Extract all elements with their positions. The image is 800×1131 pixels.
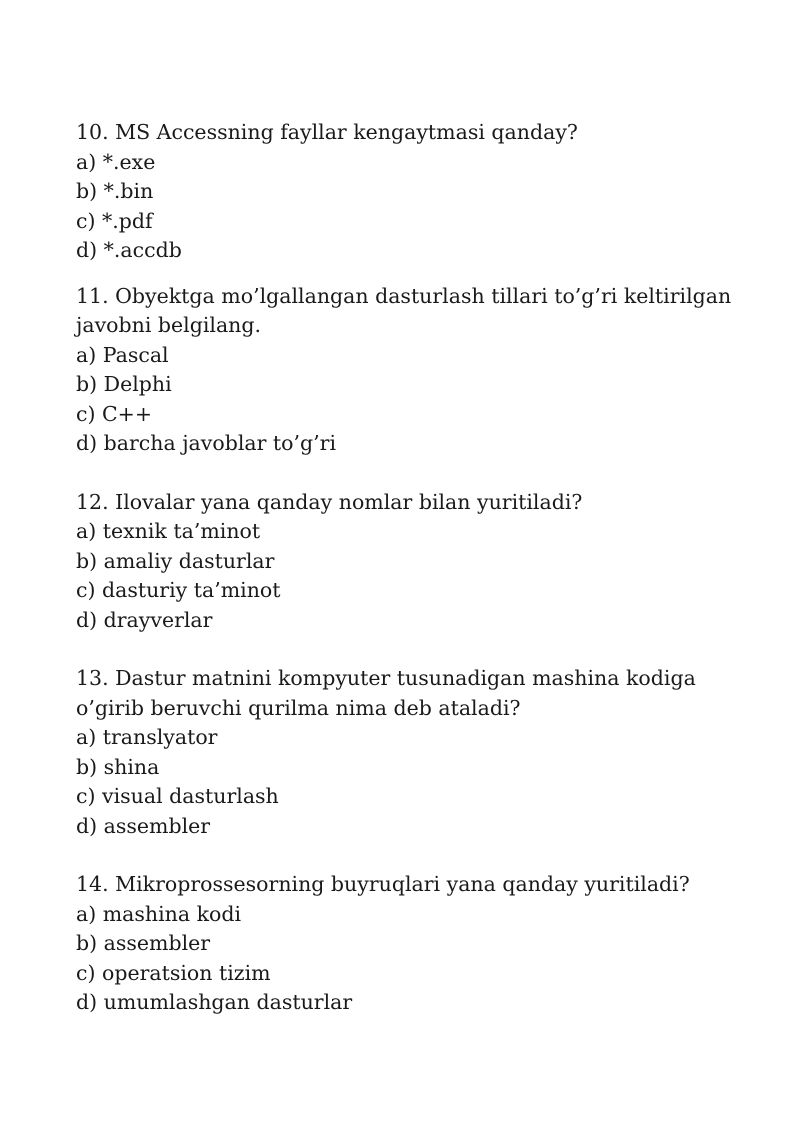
question-11 — [76, 282, 756, 459]
option-d: d) drayverlar — [76, 607, 213, 632]
option-d: d) *.accdb — [76, 238, 182, 262]
option-c: c) operatsion tizim — [76, 960, 271, 985]
option-c: c) *.pdf — [76, 208, 153, 233]
option-b: b) shina — [76, 754, 160, 779]
question-text: 12. Ilovalar yana qanday nomlar bilan yuritiladi? — [76, 489, 583, 514]
option-b: b) amaliy dasturlar — [76, 548, 275, 573]
answer-options — [76, 900, 756, 1018]
question-10 — [76, 118, 756, 266]
option-d: d) umumlashgan dasturlar — [76, 990, 353, 1014]
question-text: 13. Dastur matnini kompyuter tusunadigan mashina kodiga o’girib beruvchi qurilma nima deb ataladi? — [76, 666, 696, 720]
question-text: 14. Mikroprossesorning buyruqlari yana qanday yuritiladi? — [76, 872, 690, 896]
answer-options — [76, 517, 756, 635]
option-c: c) visual dasturlash — [76, 784, 279, 808]
option-c: c) dasturiy ta’minot — [76, 578, 281, 602]
option-b: b) assembler — [76, 931, 211, 955]
document-page — [76, 118, 756, 1018]
option-d: d) assembler — [76, 813, 211, 838]
answer-options — [76, 723, 756, 841]
question-text: 11. Obyektga mo’lgallangan dasturlash tillari to’g’ri keltirilgan javobni belgilang. — [76, 283, 732, 337]
option-a: a) texnik ta’minot — [76, 519, 261, 543]
question-14 — [76, 870, 756, 1018]
option-b: b) Delphi — [76, 372, 172, 396]
option-c: c) C++ — [76, 401, 153, 426]
option-a: a) Pascal — [76, 342, 169, 367]
question-text: 10. MS Accessning fayllar kengaytmasi qanday? — [76, 120, 578, 144]
question-13 — [76, 664, 756, 841]
option-d: d) barcha javoblar to’g’ri — [76, 431, 337, 455]
option-b: b) *.bin — [76, 179, 154, 203]
option-a: a) translyator — [76, 725, 218, 749]
answer-options — [76, 341, 756, 459]
option-a: a) *.exe — [76, 149, 156, 174]
answer-options — [76, 148, 756, 266]
question-12 — [76, 488, 756, 636]
option-a: a) mashina kodi — [76, 901, 242, 926]
